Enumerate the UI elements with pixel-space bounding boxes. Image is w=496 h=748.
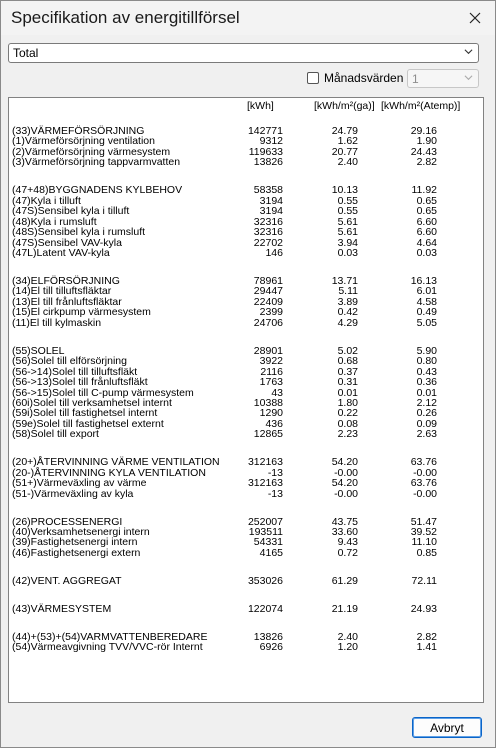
row-label: (20+)ÅTERVINNING VÄRME VENTILATION — [12, 456, 220, 469]
row-label: (59i)Solel till fastighetsel internt — [12, 407, 158, 420]
row-kwh: 4165 — [259, 546, 283, 559]
row-kwh-per-m2-ga: 10.13 — [331, 184, 358, 197]
month-select-value: 1 — [412, 72, 419, 86]
row-kwh-per-m2-atemp: 4.64 — [416, 236, 437, 249]
row-kwh-per-m2-atemp: -0.00 — [413, 487, 437, 500]
row-kwh-per-m2-atemp: 11.92 — [411, 184, 437, 197]
row-label: (20-)ÅTERVINNING KYLA VENTILATION — [12, 466, 206, 479]
row-label: (15)El cirkpump värmesystem — [12, 306, 151, 319]
row-kwh-per-m2-atemp: 72.11 — [411, 574, 437, 587]
row-kwh: 119633 — [248, 145, 283, 158]
row-kwh-per-m2-atemp: 6.60 — [416, 215, 437, 228]
chevron-down-icon — [464, 47, 473, 56]
row-kwh-per-m2-ga: 54.20 — [331, 456, 358, 469]
monthly-values-checkbox[interactable] — [307, 72, 319, 84]
row-kwh: 312163 — [247, 477, 283, 490]
row-label: (51-)Värmeväxling av kyla — [12, 487, 134, 500]
row-kwh-per-m2-ga: 3.89 — [337, 295, 358, 308]
energy-report — [8, 97, 484, 703]
row-kwh: 3922 — [259, 355, 283, 368]
row-kwh-per-m2-ga: 0.22 — [337, 407, 358, 420]
row-kwh: 58358 — [253, 184, 283, 197]
row-kwh: 142771 — [247, 125, 283, 137]
row-kwh: 312163 — [247, 456, 283, 469]
row-kwh-per-m2-atemp: 0.36 — [416, 376, 437, 389]
row-label: (3)Värmeförsörjning tappvarmvatten — [12, 156, 181, 169]
row-kwh-per-m2-ga: 0.68 — [337, 355, 358, 368]
row-kwh: 12865 — [253, 428, 283, 441]
row-label: (48)Kyla i rumsluft — [12, 215, 97, 228]
row-label: (1)Värmeförsörjning ventilation — [12, 135, 155, 148]
row-kwh-per-m2-ga: 61.29 — [331, 574, 358, 587]
row-kwh-per-m2-ga: 24.79 — [331, 125, 358, 137]
row-label: (44)+(53)+(54)VARMVATTENBEREDARE — [12, 630, 208, 643]
row-kwh: 122074 — [247, 602, 283, 615]
report-row — [9, 318, 483, 329]
row-kwh: 13826 — [253, 156, 283, 169]
row-kwh-per-m2-ga: 1.80 — [337, 396, 358, 409]
row-kwh-per-m2-atemp: 0.49 — [416, 306, 437, 319]
row-kwh-per-m2-atemp: 16.13 — [410, 274, 437, 287]
row-label: (56->15)Solel till C-pump värmesystem — [12, 386, 194, 399]
row-kwh-per-m2-atemp: 2.82 — [416, 156, 437, 169]
row-kwh-per-m2-ga: 20.77 — [331, 145, 358, 158]
row-label: (47)Kyla i tilluft — [12, 194, 81, 207]
row-kwh: -13 — [267, 466, 283, 479]
row-label: (48S)Sensibel kyla i rumsluft — [12, 226, 146, 239]
row-label: (40)Verksamhetsenergi intern — [12, 526, 150, 538]
row-label: (58)Solel till export — [12, 428, 99, 441]
row-kwh-per-m2-atemp: 6.01 — [416, 285, 437, 298]
row-kwh-per-m2-atemp: 5.05 — [416, 316, 437, 329]
row-kwh-per-m2-ga: 54.20 — [331, 477, 358, 490]
cancel-button[interactable]: Avbryt — [412, 717, 482, 738]
row-kwh-per-m2-ga: 0.31 — [337, 376, 358, 389]
row-kwh-per-m2-atemp: 0.01 — [416, 386, 437, 399]
row-kwh-per-m2-ga: 3.94 — [337, 236, 358, 249]
report-row — [9, 642, 483, 653]
row-kwh-per-m2-ga: 4.29 — [337, 316, 358, 329]
total-select-value: Total — [13, 46, 39, 60]
row-kwh-per-m2-atemp: 1.90 — [416, 135, 437, 148]
close-button[interactable] — [461, 5, 489, 31]
report-row — [9, 157, 483, 168]
row-kwh-per-m2-atemp: 0.26 — [416, 407, 437, 420]
row-kwh-per-m2-atemp: 2.12 — [416, 396, 437, 409]
total-select[interactable] — [8, 43, 479, 63]
row-kwh-per-m2-atemp: 1.41 — [416, 641, 437, 654]
report-row — [9, 576, 483, 587]
row-kwh-per-m2-ga: 2.40 — [337, 630, 358, 643]
row-label: (42)VENT. AGGREGAT — [12, 574, 122, 587]
row-kwh-per-m2-atemp: 0.85 — [416, 546, 437, 559]
row-kwh: 24706 — [253, 316, 283, 329]
row-kwh-per-m2-atemp: 0.65 — [416, 205, 437, 218]
row-label: (55)SOLEL — [12, 344, 65, 357]
row-kwh: 10388 — [253, 396, 283, 409]
report-row — [9, 429, 483, 440]
row-kwh-per-m2-ga: 1.20 — [337, 641, 358, 654]
report-row — [9, 248, 483, 259]
row-kwh-per-m2-ga: 13.71 — [331, 274, 358, 287]
row-kwh: 22409 — [253, 295, 283, 308]
row-kwh-per-m2-ga: 0.37 — [337, 365, 358, 378]
row-label: (33)VÄRMEFÖRSÖRJNING — [12, 125, 145, 137]
row-kwh-per-m2-atemp: 5.90 — [416, 344, 437, 357]
row-label: (2)Värmeförsörjning värmesystem — [12, 145, 171, 158]
row-kwh-per-m2-atemp: 0.03 — [416, 247, 437, 259]
row-kwh-per-m2-atemp: 63.76 — [410, 477, 437, 490]
row-kwh-per-m2-ga: 2.23 — [337, 428, 358, 441]
row-label: (47S)Sensibel VAV-kyla — [12, 236, 122, 249]
row-kwh-per-m2-atemp: 39.52 — [410, 526, 437, 538]
row-kwh: 78961 — [253, 274, 283, 287]
row-kwh-per-m2-ga: 0.08 — [337, 417, 358, 430]
row-kwh-per-m2-atemp: 6.60 — [416, 226, 437, 239]
row-kwh: -13 — [267, 487, 283, 500]
row-kwh-per-m2-ga: 5.61 — [337, 226, 358, 239]
row-label: (43)VÄRMESYSTEM — [12, 602, 112, 615]
row-kwh: 54331 — [253, 536, 283, 549]
row-kwh-per-m2-atemp: 24.93 — [410, 602, 437, 615]
window-title: Specifikation av energitillförsel — [11, 8, 240, 27]
row-label: (34)ELFÖRSÖRJNING — [12, 274, 120, 287]
row-kwh-per-m2-atemp: 11.10 — [411, 536, 437, 549]
row-label: (51+)Värmeväxling av värme — [12, 477, 147, 490]
row-kwh-per-m2-ga: 0.03 — [337, 247, 358, 259]
row-kwh: 436 — [265, 417, 283, 430]
row-label: (14)El till tilluftsfläktar — [12, 285, 112, 298]
monthly-values-toggle[interactable] — [307, 70, 403, 86]
row-kwh: 29447 — [253, 285, 283, 298]
close-icon — [469, 12, 481, 24]
row-label: (54)Värmeavgivning TVV/VVC-rör Internt — [12, 641, 203, 654]
row-kwh: 353026 — [247, 574, 283, 587]
row-kwh-per-m2-ga: 5.11 — [338, 285, 358, 298]
row-kwh-per-m2-ga: 0.72 — [337, 546, 358, 559]
row-kwh-per-m2-ga: 1.62 — [337, 135, 358, 148]
report-row — [9, 604, 483, 615]
row-kwh-per-m2-atemp: 29.16 — [410, 125, 437, 137]
row-kwh: 6926 — [259, 641, 283, 654]
row-kwh: 2116 — [260, 365, 283, 378]
row-kwh-per-m2-atemp: 2.82 — [416, 630, 437, 643]
row-kwh-per-m2-ga: 2.40 — [337, 156, 358, 169]
row-kwh-per-m2-ga: 5.61 — [337, 215, 358, 228]
row-kwh: 1763 — [259, 376, 283, 389]
report-row — [9, 548, 483, 559]
row-kwh-per-m2-atemp: 0.09 — [416, 417, 437, 430]
row-kwh-per-m2-ga: 0.55 — [337, 205, 358, 218]
row-kwh: 252007 — [247, 515, 283, 528]
row-kwh: 32316 — [253, 226, 283, 239]
row-kwh-per-m2-atemp: 0.80 — [416, 355, 437, 368]
row-kwh-per-m2-ga: 33.60 — [331, 526, 358, 538]
row-kwh-per-m2-atemp: 63.76 — [410, 456, 437, 469]
month-select[interactable] — [407, 69, 479, 88]
row-kwh-per-m2-ga: 21.19 — [331, 602, 358, 615]
row-kwh-per-m2-atemp: 0.65 — [416, 194, 437, 207]
row-label: (47L)Latent VAV-kyla — [12, 247, 110, 259]
row-label: (11)El till kylmaskin — [12, 316, 102, 329]
row-kwh: 146 — [265, 247, 283, 259]
row-kwh-per-m2-atemp: 2.63 — [416, 428, 437, 441]
row-kwh: 28901 — [253, 344, 283, 357]
header-kwh-per-m2-atemp: [kWh/m²(Atemp)] — [381, 100, 461, 112]
row-kwh: 43 — [271, 386, 283, 399]
report-row — [9, 489, 483, 500]
row-kwh-per-m2-atemp: 4.58 — [416, 295, 437, 308]
row-kwh: 1290 — [259, 407, 283, 420]
chevron-down-icon — [464, 73, 473, 82]
row-kwh: 3194 — [259, 205, 283, 218]
row-kwh: 2399 — [259, 306, 283, 319]
row-kwh-per-m2-ga: 43.75 — [331, 515, 358, 528]
row-kwh: 13826 — [253, 630, 283, 643]
row-kwh: 32316 — [253, 215, 283, 228]
row-kwh-per-m2-ga: 0.01 — [337, 386, 358, 399]
row-label: (60i)Solel till verksamhetsel internt — [12, 396, 172, 409]
row-label: (56->13)Solel till frånluftsfläkt — [12, 376, 148, 389]
row-kwh-per-m2-ga: 0.55 — [337, 194, 358, 207]
row-kwh-per-m2-ga: -0.00 — [334, 466, 358, 479]
title-bar — [1, 1, 495, 35]
row-label: (56->14)Solel till tilluftsfläkt — [12, 365, 138, 378]
row-kwh: 193511 — [248, 526, 283, 538]
row-kwh-per-m2-atemp: 51.47 — [410, 515, 437, 528]
header-kwh-per-m2-ga: [kWh/m²(ga)] — [314, 100, 375, 112]
row-kwh-per-m2-ga: 9.43 — [337, 536, 358, 549]
row-label: (39)Fastighetsenergi intern — [12, 536, 138, 549]
row-kwh-per-m2-atemp: 24.43 — [410, 145, 437, 158]
row-label: (47S)Sensibel kyla i tilluft — [12, 205, 130, 218]
row-label: (26)PROCESSENERGI — [12, 515, 123, 528]
row-label: (56)Solel till elförsörjning — [12, 355, 127, 368]
row-label: (46)Fastighetsenergi extern — [12, 546, 141, 559]
row-kwh-per-m2-atemp: -0.00 — [413, 466, 437, 479]
row-kwh: 22702 — [253, 236, 283, 249]
row-kwh: 3194 — [259, 194, 283, 207]
row-label: (59e)Solel till fastighetsel externt — [12, 417, 164, 430]
header-kwh: [kWh] — [247, 100, 274, 112]
row-kwh-per-m2-atemp: 0.43 — [416, 365, 437, 378]
row-label: (13)El till frånluftsfläktar — [12, 295, 122, 308]
row-kwh-per-m2-ga: 0.42 — [337, 306, 358, 319]
row-label: (47+48)BYGGNADENS KYLBEHOV — [12, 184, 183, 197]
row-kwh: 9312 — [259, 135, 283, 148]
row-kwh-per-m2-ga: -0.00 — [334, 487, 358, 500]
monthly-values-label: Månadsvärden — [324, 71, 404, 85]
row-kwh-per-m2-ga: 5.02 — [337, 344, 358, 357]
